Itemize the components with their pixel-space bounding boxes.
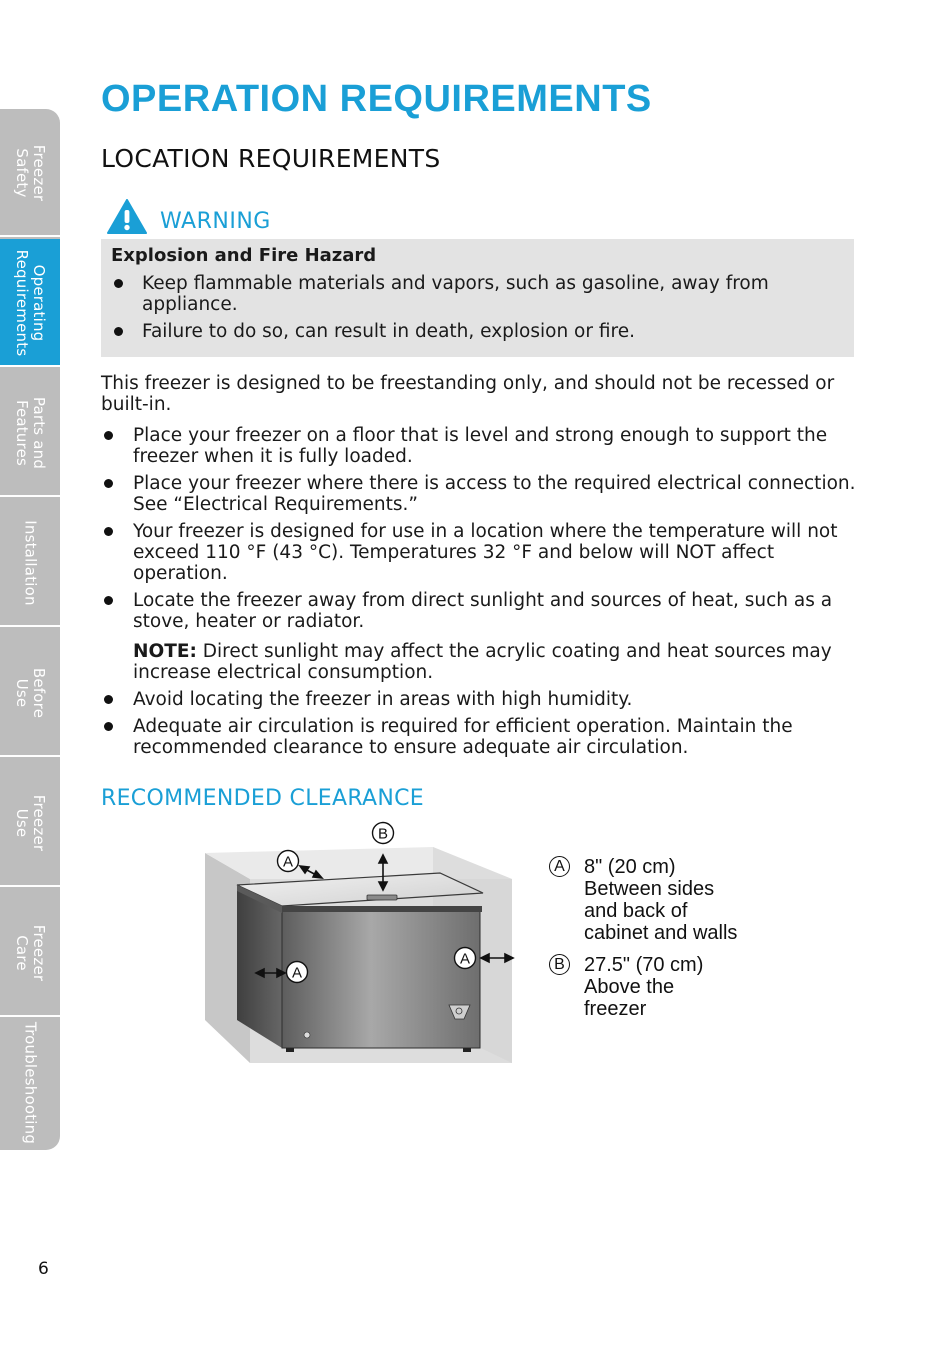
note-text: Direct sunlight may affect the acrylic coating and heat sources may increase electrical consumption. [133, 641, 832, 683]
tab-label: Parts and Features [13, 396, 48, 470]
page-number: 6 [38, 1259, 49, 1279]
tab-parts-and-features[interactable] [0, 369, 60, 497]
warning-box [101, 239, 854, 357]
list-item [111, 321, 844, 342]
warning-list [111, 273, 844, 342]
hazard-title: Explosion and Fire Hazard [111, 245, 377, 266]
tab-freezer-use[interactable] [0, 759, 60, 887]
tab-installation[interactable] [0, 499, 60, 627]
diagram-label: A [291, 964, 303, 982]
diagram-label: A [282, 853, 294, 871]
tab-freezer-safety[interactable] [0, 109, 60, 237]
list-item-text: Adequate air circulation is required for efficient operation. Maintain the recommended clearance to ensure adequate air circulation. [133, 716, 793, 758]
list-item-text: Keep flammable materials and vapors, such as gasoline, away from appliance. [142, 273, 769, 315]
diagram-label: A [459, 950, 471, 968]
warning-triangle-icon [107, 199, 147, 235]
list-item-text: Avoid locating the freezer in areas with high humidity. [133, 689, 633, 710]
page-title: OPERATION REQUIREMENTS [101, 78, 652, 120]
freezer-front [282, 907, 480, 1048]
tab-label: Troubleshooting [21, 1021, 40, 1145]
tab-label: Freezer Safety [13, 144, 48, 202]
note-label: NOTE: [133, 641, 197, 662]
tab-freezer-care[interactable] [0, 889, 60, 1017]
tab-before-use[interactable] [0, 629, 60, 757]
list-item-text: Locate the freezer away from direct sunlight and sources of heat, such as a stove, heater or radiator. [133, 590, 833, 632]
tab-label: Installation [21, 520, 40, 606]
section-title: LOCATION REQUIREMENTS [101, 144, 441, 173]
freezer-clearance-illustration [200, 815, 530, 1070]
legend-badge: A [549, 856, 570, 877]
bullet-icon [104, 695, 113, 704]
legend-item-b [549, 954, 809, 1020]
bullet-icon [114, 279, 123, 288]
bullet-icon [104, 527, 113, 536]
bullet-icon [104, 479, 113, 488]
bullet-icon [104, 722, 113, 731]
list-item-text: Failure to do so, can result in death, explosion or fire. [142, 321, 635, 342]
intro-paragraph: This freezer is designed to be freestanding only, and should not be recessed or built-in. [101, 373, 835, 415]
legend-text: 8" (20 cm) Between sides and back of cabinet and walls [584, 856, 738, 944]
requirements-list [101, 425, 861, 764]
list-item-text: Place your freezer where there is access to the required electrical connection. See “Electrical Requirements.” [133, 473, 856, 515]
list-item-text: Your freezer is designed for use in a location where the temperature will not exceed 110 °F (43 °C). Temperatures 32 °F and below will NOT affect operation. [133, 521, 838, 584]
clearance-title: RECOMMENDED CLEARANCE [101, 786, 424, 811]
clearance-legend [549, 856, 809, 1030]
list-item [101, 590, 861, 683]
warning-label: WARNING [160, 209, 271, 234]
list-item [101, 716, 861, 758]
list-item [111, 273, 844, 315]
side-tab-nav [0, 109, 60, 1150]
diagram-label: B [377, 825, 389, 843]
tab-troubleshooting[interactable] [0, 1019, 60, 1150]
tab-label: Before Use [13, 667, 48, 719]
tab-label: Operating Requirements [13, 249, 48, 357]
tab-label: Freezer Care [13, 924, 48, 982]
list-item [101, 473, 861, 515]
legend-badge: B [549, 954, 570, 975]
lid-handle [367, 895, 397, 900]
tab-label: Freezer Use [13, 794, 48, 852]
tab-operating-requirements[interactable] [0, 239, 60, 367]
bullet-icon [114, 327, 123, 336]
bullet-icon [104, 596, 113, 605]
list-item [101, 425, 861, 467]
list-item-text: Place your freezer on a floor that is level and strong enough to support the freezer when it is fully loaded. [133, 425, 828, 467]
bullet-icon [104, 431, 113, 440]
list-item [101, 521, 861, 584]
list-item [101, 689, 861, 710]
legend-text: 27.5" (70 cm) Above the freezer [584, 954, 704, 1020]
note [133, 641, 861, 683]
freezer-side [237, 887, 282, 1048]
legend-item-a [549, 856, 809, 944]
